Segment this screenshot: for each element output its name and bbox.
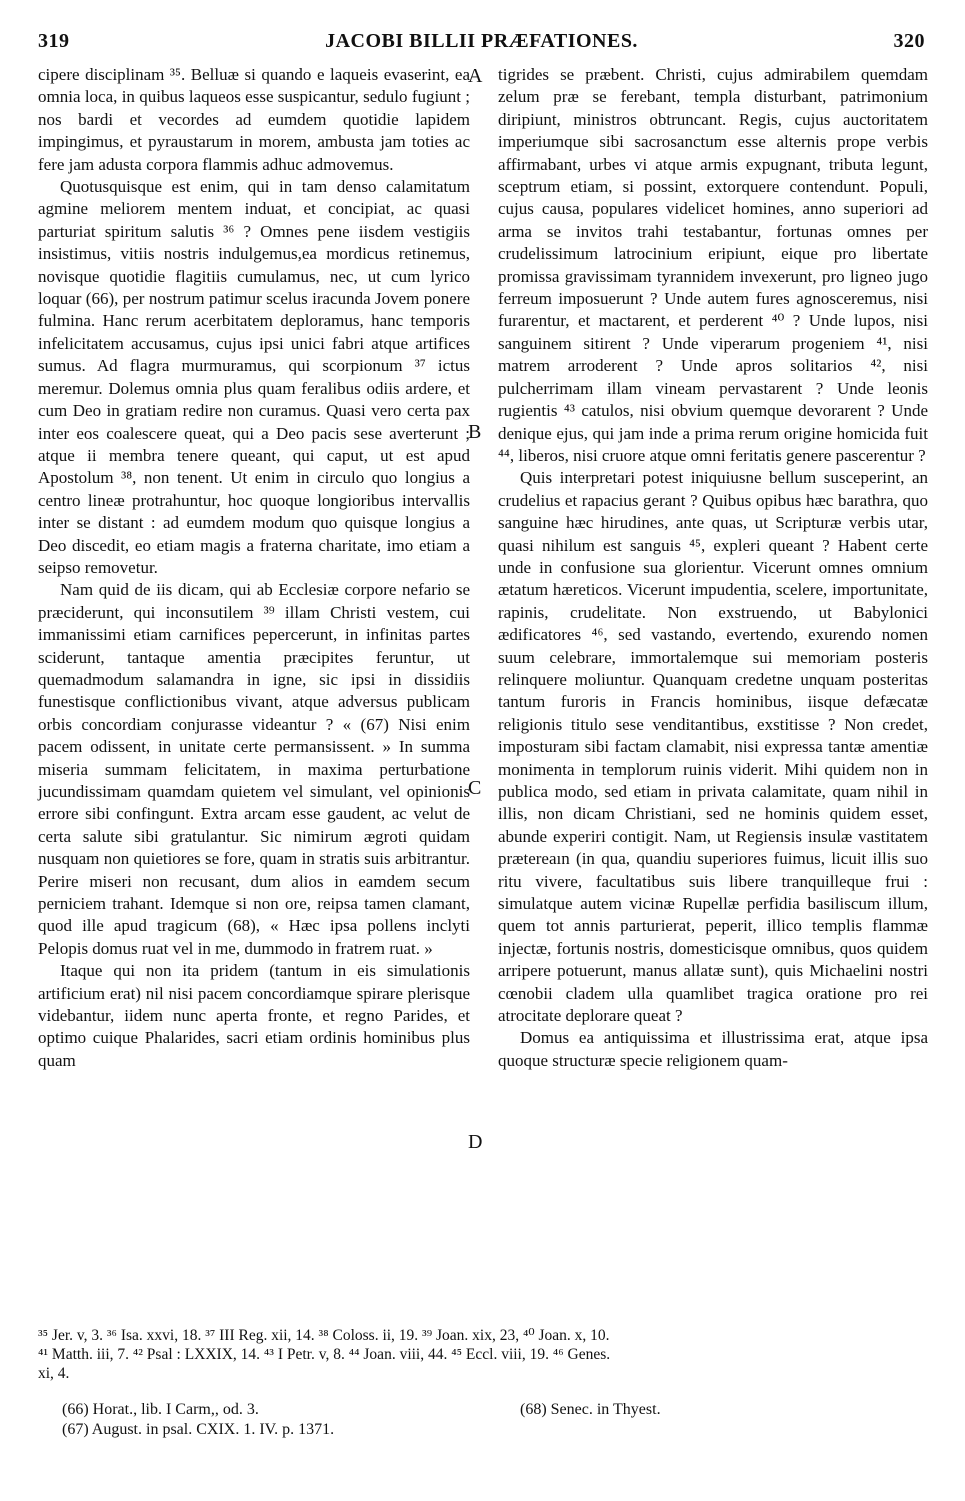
reference-67: (67) August. in psal. CXIX. 1. IV. p. 1371. <box>62 1421 335 1438</box>
page-header <box>38 30 925 58</box>
margin-marker-a: A <box>468 65 483 87</box>
paragraph: Quis interpretari potest iniquiusne bellum susceperint, an crudelius et rapacius gerant ? Quibus opibus hæc barathra, quo sanguine hæc hirudines, ante quas, ut Scripturæ verbis utar, quasi nihilum est sanguis ⁴⁵, expleri queant ? Habent certe unde in confusione sua glorientur. Vicerunt omnes omnium ætatum hæreticos. Vicerunt impudentia, scelere, importunitate, rapinis, crudelitate. Non exstruendo, ut Babylonici ædificatores ⁴⁶, sed vastando, evertendo, exurendo nomen suum celebrare, immortalemque sui memoriam posteris relinquere moliuntur. Quanquam credetne unquam posteritas tantum furoris in Francis hominibus, iisque defæcatæ religionis titulo sese venditantibus, exstitisse ? Non credet, imposturam sibi factam clamabit, nisi expressa tantæ amentiæ monimenta in templorum ruinis viderit. Mihi quidem non in publica modo, sed etiam in privata calamitate, quam nihil in illis, non dicam Christiani, sed ne hominis quidem esset, abunde experiri contigit. Nam, ut Regiensis insulæ vastitatem prætereaın (in qua, quandiu superiores fuimus, licuit illis suo ritu vivere, facultatibus suis libere tranquilleque frui : simulatque autem vicinæ Rupellæ perfidia basiliscum illum, quem tot annis parturierat, peperit, illico templis flammæ injectæ, fortunis nostris, domesticisque omnibus, quos quidem arripere potuerunt, manus allatæ sunt), quis Michaelini nostri cœnobii cladem ulla quamlibet tragica oratione pro rei atrocitate deplorare queat ? <box>498 468 928 1026</box>
scripture-footnotes <box>38 1326 928 1383</box>
footnote-line: ³⁵ Jer. v, 3. ³⁶ Isa. xxvi, 18. ³⁷ III Reg. xii, 14. ³⁸ Coloss. ii, 19. ³⁹ Joan. xix, 23, ⁴⁰ Joan. x, 10. <box>38 1327 610 1344</box>
footnote-line: ⁴¹ Matth. iii, 7. ⁴² Psal : LXXIX, 14. ⁴³ I Petr. v, 8. ⁴⁴ Joan. viii, 44. ⁴⁵ Eccl. viii, 19. ⁴⁶ Genes. <box>38 1346 611 1363</box>
running-title: JACOBI BILLII PRÆFATIONES. <box>325 30 638 52</box>
reference-68: (68) Senec. in Thyest. <box>520 1401 661 1418</box>
margin-marker-d: D <box>468 1131 483 1153</box>
paragraph: Domus ea antiquissima et illustrissima erat, atque ipsa quoque structuræ specie religionem quam- <box>498 1028 928 1070</box>
paragraph: Quotusquisque est enim, qui in tam denso calamitatum agmine meliorem mentem induat, et concipiat, ac quasi parturiat spiritum salutis ³⁶ ? Omnes pene iisdem vestigiis insistimus, vitiis nostris indulgemus,ea mordicus retinemus, novisque quotidie flagitiis cumulamus, nec, ut cum lyrico loquar (66), per nostrum patimur scelus iracunda Jovem ponere fulmina. Hanc rerum acerbitatem deploramus, hanc temporis infelicitatem accusamus, cujus ipsi unici fabri atque artifices sumus. Ad flagra murmuramus, qui scorpionum ³⁷ ictus meremur. Dolemus omnia plus quam feralibus odiis ardere, et cum Deo in gratiam redire non curamus. Quasi vero certa pax inter eos coalescere queat, qui a Deo pacis sese averterunt ; atque ii membra tenere queant, qui caput, ut est apud Apostolum ³⁸, non tenent. Ut enim in circulo quo longius a centro lineæ protrahuntur, hoc quoque longioribus intervallis inter se distant : ad eumdem modum quo quisque longius a Deo discedit, eo etiam magis a fraterna charitate, imo etiam a seipso removetur. <box>38 177 470 577</box>
reference-66: (66) Horat., lib. I Carm,, od. 3. <box>62 1401 259 1418</box>
page-number-right: 320 <box>893 30 925 52</box>
paragraph: tigrides se præbent. Christi, cujus admirabilem quemdam zelum præ se ferebant, templa disturbant, patrimonium diripiunt, ministros obtruncant. Regis, cujus auctoritatem imperiumque sibi sacrosanctum esse alternis prope verbis affirmabant, urbes vi atque armis expugnant, tributa legunt, sceptrum etiam, si possint, extorquere contendunt. Populi, cujus causa, populares videlicet homines, anno superiori ad arma se invitos trahi testabantur, fortunas omnes per crudelissimum latrocinium eripiunt, eique pro libertate promissa gravissimam tyrannidem invexerunt, pro ligneo jugo ferreum imposuerunt ? Unde autem fures agnosceremus, nisi furarentur, et mactarent, et perderent ⁴⁰ ? Unde lupos, nisi sanguinem sitirent ? Unde viperarum progeniem ⁴¹, nisi matrem arroderent ? Unde apros solitarios ⁴², nisi pulcherrimam illam vineam pervastarent ? Unde leonis rugientis ⁴³ catulos, nisi obvium quemque devorarent ? Unde denique ejus, qui jam inde a prima rerum origine homicida fuit ⁴⁴, liberos, nisi cruore atque omni feritatis genere pascerentur ? <box>498 65 928 465</box>
footnote-line: xi, 4. <box>38 1365 70 1382</box>
right-column <box>498 64 928 1072</box>
left-column <box>38 64 470 1072</box>
paragraph: Itaque qui non ita pridem (tantum in eis simulationis artificium erat) nil nisi pacem concordiamque spirare plerisque videbantur, iidem nunc aperta fronte, et regno Parides, et optimo cuique Phalarides, sacri etiam ordinis hominibus plus quam <box>38 961 470 1070</box>
paragraph: cipere disciplinam ³⁵. Belluæ si quando e laqueis evaserint, ea omnia loca, in quibus laqueos esse suspicantur, sedulo fugiunt ; nos bardi et vecordes ad eumdem quotidie lapidem impingimus, et pyraustarum in morem, ambusta jam toties ac fere jam adusta corpora flammis adhuc admovemus. <box>38 65 470 174</box>
paragraph: Nam quid de iis dicam, qui ab Ecclesiæ corpore nefario se præciderunt, qui inconsutilem ³⁹ illam Christi vestem, cui immanissimi etiam carnifices pepercerunt, in infinitas partes sciderunt, tantaque amentia præcipites feruntur, ut quemadmodum salamandra in igne, sic ipsi in dissidiis funestisque conflictionibus vivant, atque adversus publicam orbis concordiam conjurasse videantur ? « (67) Nisi enim pacem odissent, in unitate certe permansissent. » In summa miseria summam felicitatem, in maxima perturbatione jucundissimam quamdam quietem vel simulant, vel opinionis errore sibi confingunt. Extra arcam esse gaudent, ac velut de certa salute sibi gratulantur. Sic nimirum ægroti quidam nusquam non quietiores se fore, quam in stratis suis arbitrantur. Perire miseri non recusant, dum alios in eamdem secum perniciem trahant. Idemque si non ore, reipsa tamen clamant, quod ille apud tragicum (68), « Hæc ipsa pollens inclyti Pelopis domus ruat vel in me, dummodo in fratrem ruat. » <box>38 580 470 958</box>
margin-marker-c: C <box>468 777 482 799</box>
page-number-left: 319 <box>38 30 70 52</box>
margin-marker-b: B <box>468 421 482 443</box>
